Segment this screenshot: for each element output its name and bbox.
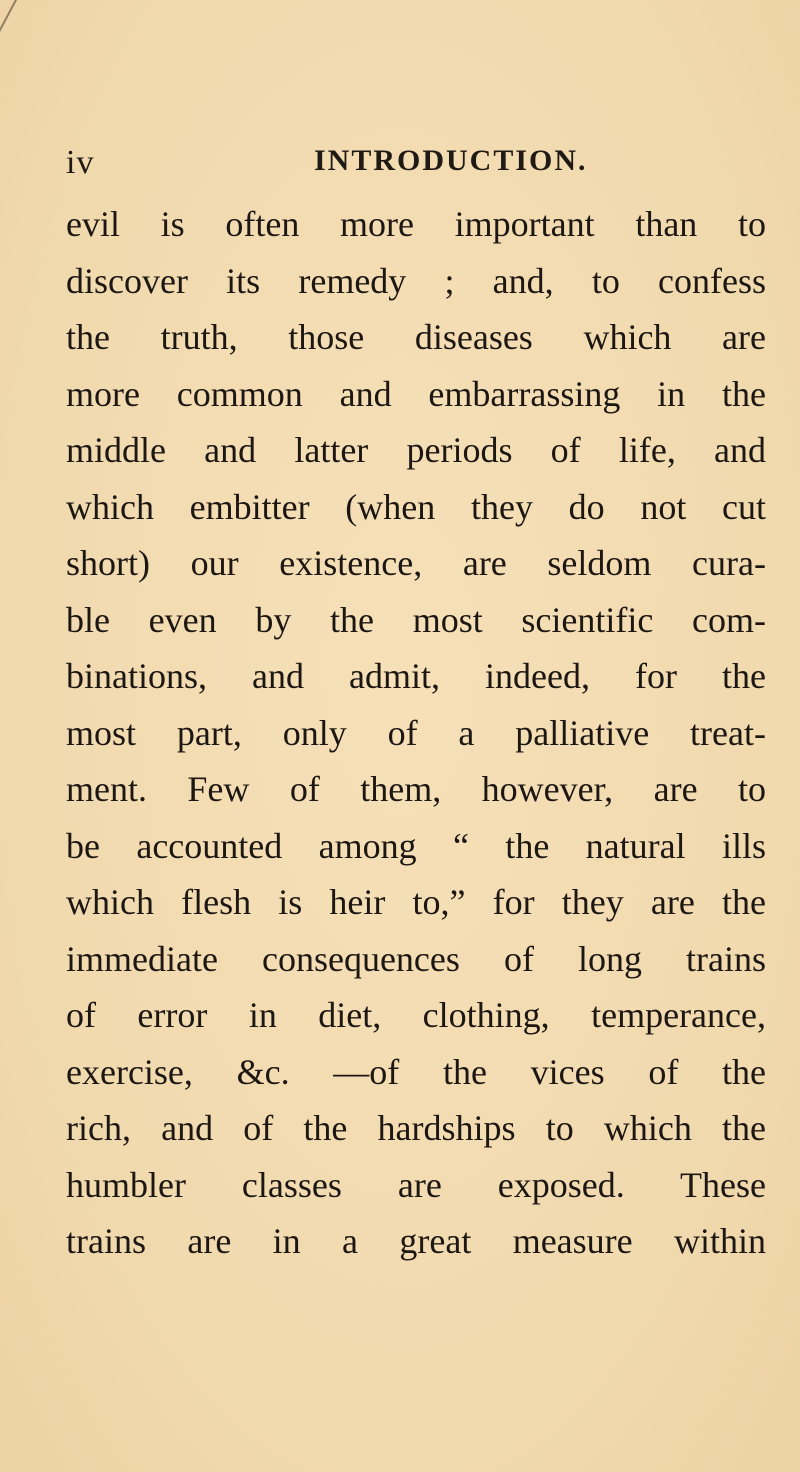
page-header bbox=[66, 144, 766, 188]
text-line: immediate consequences of long trains bbox=[66, 938, 766, 979]
text-line: short) our existence, are seldom cura- bbox=[66, 543, 766, 583]
body-text bbox=[66, 196, 766, 1270]
text-line: humbler classes are exposed. These bbox=[66, 1164, 766, 1205]
text-line: which flesh is heir to,” for they are the bbox=[66, 882, 766, 922]
text-line: ment. Few of them, however, are to bbox=[66, 769, 766, 809]
text-line: ble even by the most scientific com- bbox=[66, 599, 766, 640]
text-line: rich, and of the hardships to which the bbox=[66, 1108, 766, 1148]
page-number: iv bbox=[66, 144, 95, 181]
text-line: which embitter (when they do not cut bbox=[66, 486, 766, 527]
text-line: be accounted among “ the natural ills bbox=[66, 825, 766, 866]
text-line: exercise, &c. —of the vices of the bbox=[66, 1051, 766, 1092]
text-line: evil is often more important than to bbox=[66, 204, 766, 244]
text-line: more common and embarrassing in the bbox=[66, 373, 766, 414]
text-line: trains are in a great measure within bbox=[66, 1221, 766, 1261]
text-line: middle and latter periods of life, and bbox=[66, 430, 766, 470]
page-edge-mark bbox=[0, 0, 20, 60]
running-head: INTRODUCTION. bbox=[314, 144, 588, 177]
text-line: of error in diet, clothing, temperance, bbox=[66, 995, 766, 1035]
text-line: the truth, those diseases which are bbox=[66, 317, 766, 357]
text-line: binations, and admit, indeed, for the bbox=[66, 656, 766, 696]
text-line: discover its remedy ; and, to confess bbox=[66, 260, 766, 301]
text-line: most part, only of a palliative treat- bbox=[66, 712, 766, 753]
